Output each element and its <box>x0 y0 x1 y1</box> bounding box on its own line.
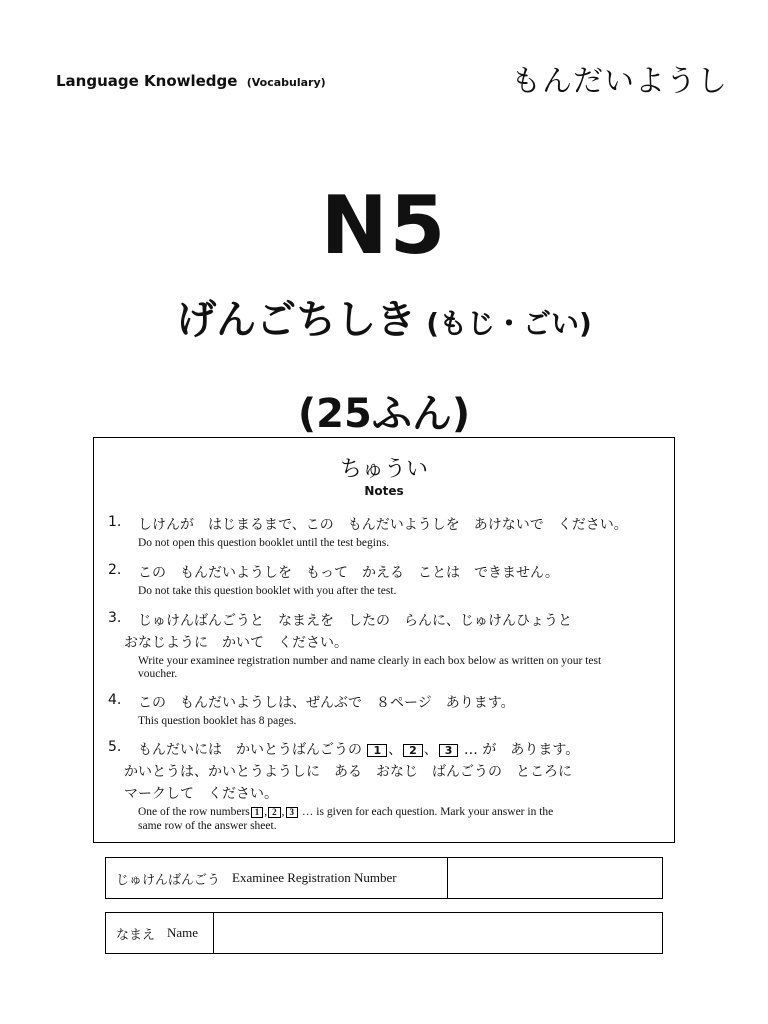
note-jp <box>138 739 664 761</box>
notes-box <box>93 437 675 843</box>
name-input[interactable] <box>214 913 662 953</box>
notes-title: ちゅうい <box>339 457 428 482</box>
separator: 、 <box>388 742 403 758</box>
note-jp-prefix: もんだいには かいとうばんごうの <box>138 742 362 758</box>
registration-number-field <box>105 857 663 899</box>
note-jp-continued: かいとうは、かいとうようしに ある おなじ ばんごうの ところに <box>124 764 572 780</box>
note-number: 1. <box>108 514 122 530</box>
name-label <box>106 913 214 953</box>
note-number: 2. <box>108 562 122 578</box>
note-jp-continued: おなじように かいて ください。 <box>124 635 348 651</box>
exam-section <box>0 298 768 342</box>
separator: 、 <box>423 742 438 758</box>
notes-subtitle: Notes <box>364 484 404 498</box>
note-number: 4. <box>108 692 122 708</box>
answer-number-box: 3 <box>286 807 299 818</box>
separator: , <box>281 806 285 818</box>
note-item <box>108 514 664 550</box>
answer-number-box: 1 <box>251 807 264 818</box>
name-field <box>105 912 663 954</box>
note-item <box>108 739 664 833</box>
note-en <box>138 806 664 819</box>
answer-number-box: 1 <box>367 744 387 757</box>
note-en-suffix: … is given for each question. Mark your answer in the <box>301 806 554 818</box>
answer-number-box: 2 <box>403 744 423 757</box>
note-jp: じゅけんばんごうと なまえを したの らんに、じゅけんひょうと <box>138 613 572 629</box>
note-jp-suffix: … が あります。 <box>463 742 580 758</box>
note-en: Do not open this question booklet until the test begins. <box>138 537 390 549</box>
note-en: This question booklet has 8 pages. <box>138 715 297 727</box>
note-jp: この もんだいようしは、ぜんぶで ８ページ あります。 <box>138 695 515 711</box>
exam-time: (25ふん) <box>297 391 471 437</box>
name-label-jp: なまえ <box>116 927 156 943</box>
note-number: 5. <box>108 739 122 755</box>
note-en: Do not take this question booklet with you after the test. <box>138 585 397 597</box>
note-number: 3. <box>108 610 122 626</box>
answer-number-box: 3 <box>439 744 459 757</box>
answer-number-box: 2 <box>268 807 281 818</box>
booklet-label: もんだいようし <box>511 64 728 99</box>
exam-section-title: げんごちしき <box>176 297 417 343</box>
note-jp-continued: マークして ください。 <box>124 786 278 802</box>
header-title-row <box>56 72 326 90</box>
registration-number-label <box>106 858 448 898</box>
registration-number-input[interactable] <box>448 858 662 898</box>
note-item <box>108 610 664 681</box>
note-item <box>108 562 664 598</box>
separator: , <box>264 806 268 818</box>
registration-label-en: Examinee Registration Number <box>232 870 397 885</box>
note-en-prefix: One of the row numbers <box>138 806 250 818</box>
note-en: Write your examinee registration number and name clearly in each box below as written on your test voucher. <box>138 655 602 680</box>
note-jp: この もんだいようしを もって かえる ことは できません。 <box>138 565 559 581</box>
exam-section-subtitle: (もじ・ごい) <box>426 307 592 340</box>
registration-label-jp: じゅけんばんごう <box>116 872 221 888</box>
header-title: Language Knowledge <box>56 72 238 90</box>
name-label-en: Name <box>167 925 199 940</box>
header-subtitle: (Vocabulary) <box>246 76 326 89</box>
note-item <box>108 692 664 728</box>
note-en-continued: same row of the answer sheet. <box>138 820 277 832</box>
note-jp: しけんが はじまるまで、この もんだいようしを あけないで ください。 <box>138 517 628 533</box>
exam-level: N5 <box>320 179 448 272</box>
